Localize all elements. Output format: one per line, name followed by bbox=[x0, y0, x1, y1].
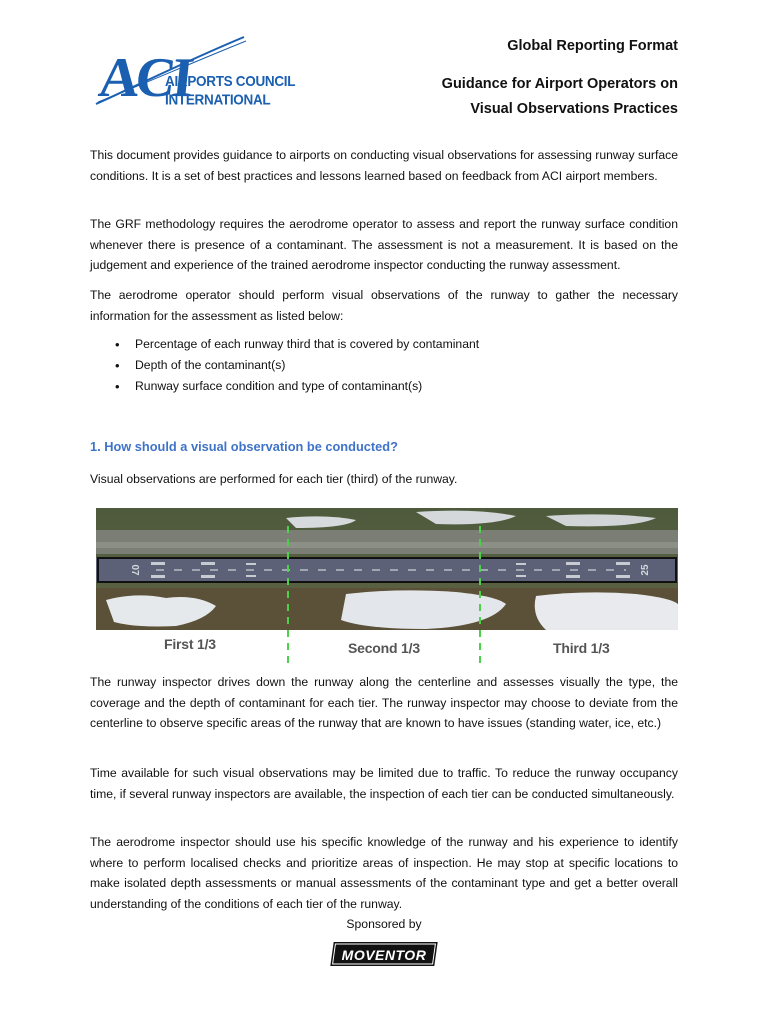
section-intro-text: Visual observations are performed for each tier (third) of the runway. bbox=[90, 472, 458, 486]
header-subtitle-line1: Guidance for Airport Operators on bbox=[441, 76, 678, 92]
list-item: • Percentage of each runway third that is covered by contaminant bbox=[90, 334, 479, 355]
aci-logo-line1: AIRPORTS COUNCIL bbox=[165, 73, 296, 90]
header-title: Global Reporting Format bbox=[507, 38, 678, 54]
runway-tiers-figure bbox=[96, 508, 678, 668]
list-item: • Depth of the contaminant(s) bbox=[90, 355, 479, 376]
aci-logo-line2: INTERNATIONAL bbox=[165, 91, 271, 108]
grf-methodology-paragraph: The GRF methodology requires the aerodrome operator to assess and report the runway surface condition whenever there is presence of a contaminant. The assessment is not a measurement. It is based on the judgement and experience of the trained aerodrome inspector conducting the runway assessment. bbox=[90, 217, 678, 272]
aci-logo-wordmark bbox=[165, 72, 295, 109]
moventor-logo-text: MOVENTOR bbox=[341, 947, 427, 963]
visual-observations-paragraph: The aerodrome operator should perform visual observations of the runway to gather the necessary information for the assessment as listed below: bbox=[90, 288, 678, 323]
tier-label-first: First 1/3 bbox=[164, 636, 216, 652]
header-subtitle-line2: Visual Observations Practices bbox=[470, 101, 678, 117]
time-available-paragraph: Time available for such visual observations may be limited due to traffic. To reduce the runway occupancy time, if several runway inspectors are available, the inspection of each tier can be conducted simultaneously. bbox=[90, 766, 678, 801]
intro-paragraph: This document provides guidance to airports on conducting visual observations for assessing runway surface conditions. It is a set of best practices and lessons learned based on feedback from ACI airport members. bbox=[90, 148, 678, 183]
inspector-knowledge-paragraph: The aerodrome inspector should use his specific knowledge of the runway and his experience to identify where to perform localised checks and prioritize areas of inspection. He may stop at specific locations to make isolated depth assessments or manual assessments of the contaminant type and get a better overall understanding of the conditions of each tier of the runway. bbox=[90, 835, 678, 911]
moventor-logo bbox=[330, 938, 438, 970]
list-item: • Runway surface condition and type of contaminant(s) bbox=[90, 376, 479, 397]
runway-number-left: 07 bbox=[129, 564, 140, 576]
tier-label-third: Third 1/3 bbox=[553, 640, 610, 656]
tier-label-second: Second 1/3 bbox=[348, 640, 420, 656]
inspector-drive-paragraph: The runway inspector drives down the runway along the centerline and assesses visually the type, the coverage and the depth of contaminant for each tier. The runway inspector may choose to deviate from the centerline to observe specific areas of the runway that are known to have issues (standing water, ice, etc.) bbox=[90, 675, 678, 730]
assessment-bullet-list bbox=[90, 334, 479, 397]
section-heading: 1. How should a visual observation be conducted? bbox=[90, 439, 398, 454]
sponsored-by-label: Sponsored by bbox=[346, 917, 422, 931]
runway-number-right: 25 bbox=[640, 564, 651, 576]
aci-logo-letters: ACI bbox=[95, 47, 194, 109]
